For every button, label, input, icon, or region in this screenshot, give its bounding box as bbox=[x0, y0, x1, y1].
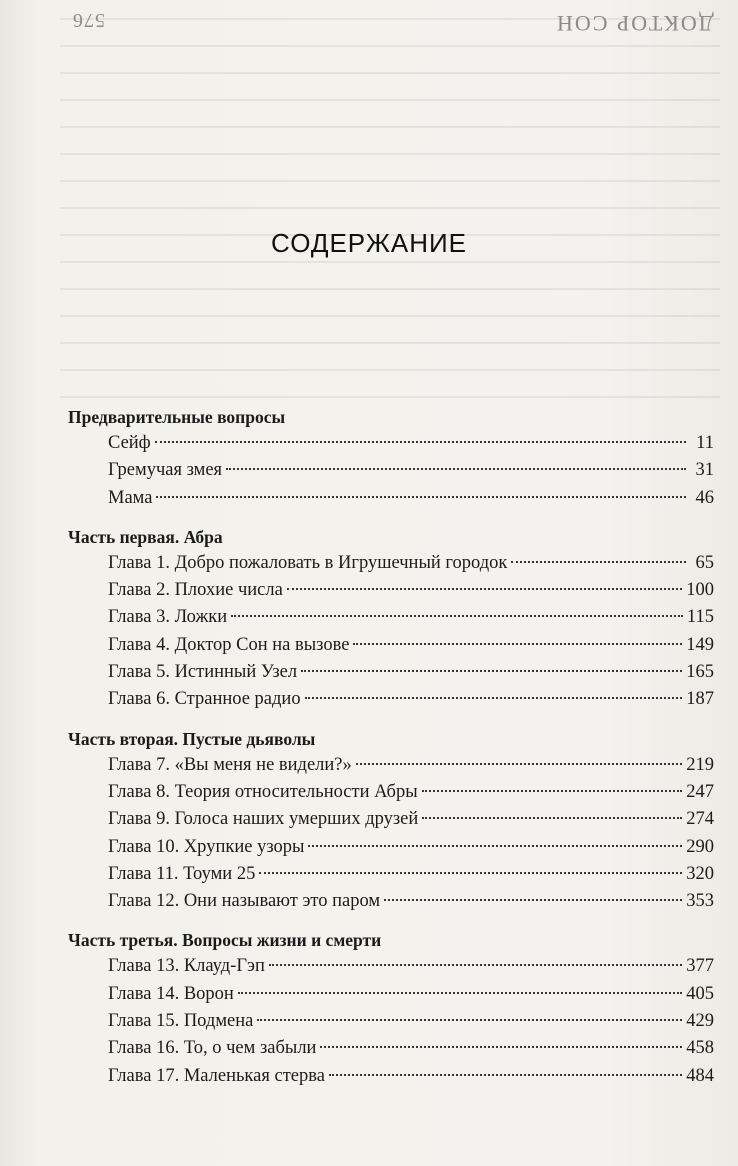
dot-leader bbox=[384, 899, 682, 901]
toc-entry-page: 11 bbox=[696, 433, 714, 453]
toc-entry[interactable] bbox=[68, 550, 714, 577]
toc-entry-name: Глава 17. Маленькая стерва bbox=[108, 1065, 325, 1086]
toc-entry-name: Глава 1. Добро пожаловать в Игрушечный городок bbox=[108, 552, 508, 573]
page-title: СОДЕРЖАНИЕ bbox=[270, 228, 467, 258]
toc-entry[interactable] bbox=[68, 1035, 714, 1062]
toc-entry-page: 429 bbox=[686, 1011, 714, 1032]
toc-entry[interactable] bbox=[68, 1063, 714, 1090]
toc-entry[interactable] bbox=[68, 888, 714, 915]
toc-entry-name: Глава 12. Они называют это паром bbox=[108, 891, 381, 912]
toc-entry[interactable] bbox=[68, 577, 714, 604]
toc-entry[interactable] bbox=[68, 485, 714, 512]
toc-entry-name: Глава 4. Доктор Сон на вызове bbox=[108, 634, 350, 655]
section-gap bbox=[68, 512, 714, 524]
toc-part-title: Часть первая. Абра bbox=[68, 526, 223, 547]
toc-entry-page: 115 bbox=[686, 607, 714, 628]
toc-entry-page: 65 bbox=[695, 552, 714, 573]
dot-leader bbox=[259, 872, 682, 874]
dot-leader bbox=[422, 817, 682, 819]
toc-entry-name: Глава 14. Ворон bbox=[108, 983, 234, 1004]
dot-leader bbox=[287, 588, 682, 590]
toc-entry[interactable] bbox=[68, 834, 714, 861]
toc-entry-name: Глава 5. Истинный Узел bbox=[108, 662, 298, 683]
toc-entry-page: 458 bbox=[686, 1038, 714, 1059]
toc-entry-name: Глава 3. Ложки bbox=[108, 607, 228, 628]
toc-entry-page: 31 bbox=[695, 460, 714, 481]
toc-entry[interactable] bbox=[68, 806, 714, 833]
toc-entry-name: Глава 11. Тоуми 25 bbox=[108, 863, 256, 884]
dot-leader bbox=[422, 790, 683, 792]
dot-leader bbox=[257, 1019, 682, 1021]
toc-entry[interactable] bbox=[68, 686, 714, 713]
table-of-contents bbox=[68, 404, 714, 1090]
toc-entry-page: 187 bbox=[686, 689, 714, 710]
toc-entry-name: Глава 13. Клауд-Гэп bbox=[108, 956, 265, 977]
toc-entry-page: 377 bbox=[686, 956, 714, 977]
section-gap bbox=[68, 714, 714, 726]
toc-entry[interactable] bbox=[68, 981, 714, 1008]
dot-leader bbox=[238, 992, 682, 994]
header-running-title: ДОКТОР СОН bbox=[555, 11, 714, 36]
toc-entry-page: 247 bbox=[686, 781, 714, 802]
toc-entry-page: 100 bbox=[686, 580, 714, 601]
toc-entry-page: 219 bbox=[686, 754, 714, 775]
dot-leader bbox=[353, 643, 682, 645]
toc-entry-name: Глава 9. Голоса наших умерших друзей bbox=[108, 809, 419, 830]
dot-leader bbox=[231, 615, 683, 617]
dot-leader bbox=[320, 1046, 682, 1048]
dot-leader bbox=[226, 468, 686, 470]
toc-entry-name: Глава 7. «Вы меня не видели?» bbox=[108, 754, 352, 775]
toc-entry[interactable] bbox=[68, 1008, 714, 1035]
toc-entry-page: 149 bbox=[686, 634, 714, 655]
toc-entry-name: Глава 16. То, о чем забыли bbox=[108, 1038, 317, 1059]
toc-entry[interactable] bbox=[68, 457, 714, 484]
dot-leader bbox=[301, 670, 682, 672]
toc-entry-name: Глава 2. Плохие числа bbox=[108, 580, 283, 601]
toc-entry-page: 353 bbox=[686, 891, 714, 912]
toc-entry[interactable] bbox=[68, 659, 714, 686]
toc-entry[interactable] bbox=[68, 779, 714, 806]
toc-entry[interactable] bbox=[68, 861, 714, 888]
toc-entry[interactable] bbox=[68, 632, 714, 659]
toc-entry-page: 484 bbox=[686, 1065, 714, 1086]
dot-leader bbox=[155, 441, 686, 443]
toc-entry-page: 405 bbox=[686, 983, 714, 1004]
toc-entry[interactable] bbox=[68, 953, 714, 980]
toc-entry-name: Мама bbox=[108, 487, 153, 508]
dot-leader bbox=[308, 845, 682, 847]
toc-part-title: Часть вторая. Пустые дьяволы bbox=[68, 728, 316, 749]
toc-entry-page: 165 bbox=[686, 662, 714, 683]
toc-entry-name: Глава 15. Подмена bbox=[108, 1011, 254, 1032]
toc-entry[interactable] bbox=[68, 752, 714, 779]
toc-entry[interactable] bbox=[68, 604, 714, 631]
dot-leader bbox=[329, 1074, 682, 1076]
toc-entry-page: 290 bbox=[686, 836, 714, 857]
toc-part-title: Часть третья. Вопросы жизни и смерти bbox=[68, 930, 382, 951]
header-page-number: 576 bbox=[72, 9, 105, 31]
toc-entry-name: Глава 6. Странное радио bbox=[108, 689, 301, 710]
dot-leader bbox=[511, 561, 686, 563]
toc-entry-page: 274 bbox=[686, 809, 714, 830]
dot-leader bbox=[269, 964, 682, 966]
toc-entry-page: 320 bbox=[686, 863, 714, 884]
toc-part-title: Предварительные вопросы bbox=[68, 407, 286, 427]
toc-entry-name: Гремучая змея bbox=[108, 460, 223, 481]
running-header bbox=[0, 0, 738, 40]
section-gap bbox=[68, 915, 714, 927]
toc-entry-name: Глава 8. Теория относительности Абры bbox=[108, 781, 418, 802]
dot-leader bbox=[305, 697, 683, 699]
dot-leader bbox=[356, 763, 682, 765]
dot-leader bbox=[156, 496, 686, 498]
toc-entry-name: Сейф bbox=[108, 433, 151, 453]
toc-entry[interactable] bbox=[68, 430, 714, 457]
bleed-through-text bbox=[60, 0, 720, 400]
toc-entry-page: 46 bbox=[695, 487, 714, 508]
toc-entry-name: Глава 10. Хрупкие узоры bbox=[108, 836, 305, 857]
